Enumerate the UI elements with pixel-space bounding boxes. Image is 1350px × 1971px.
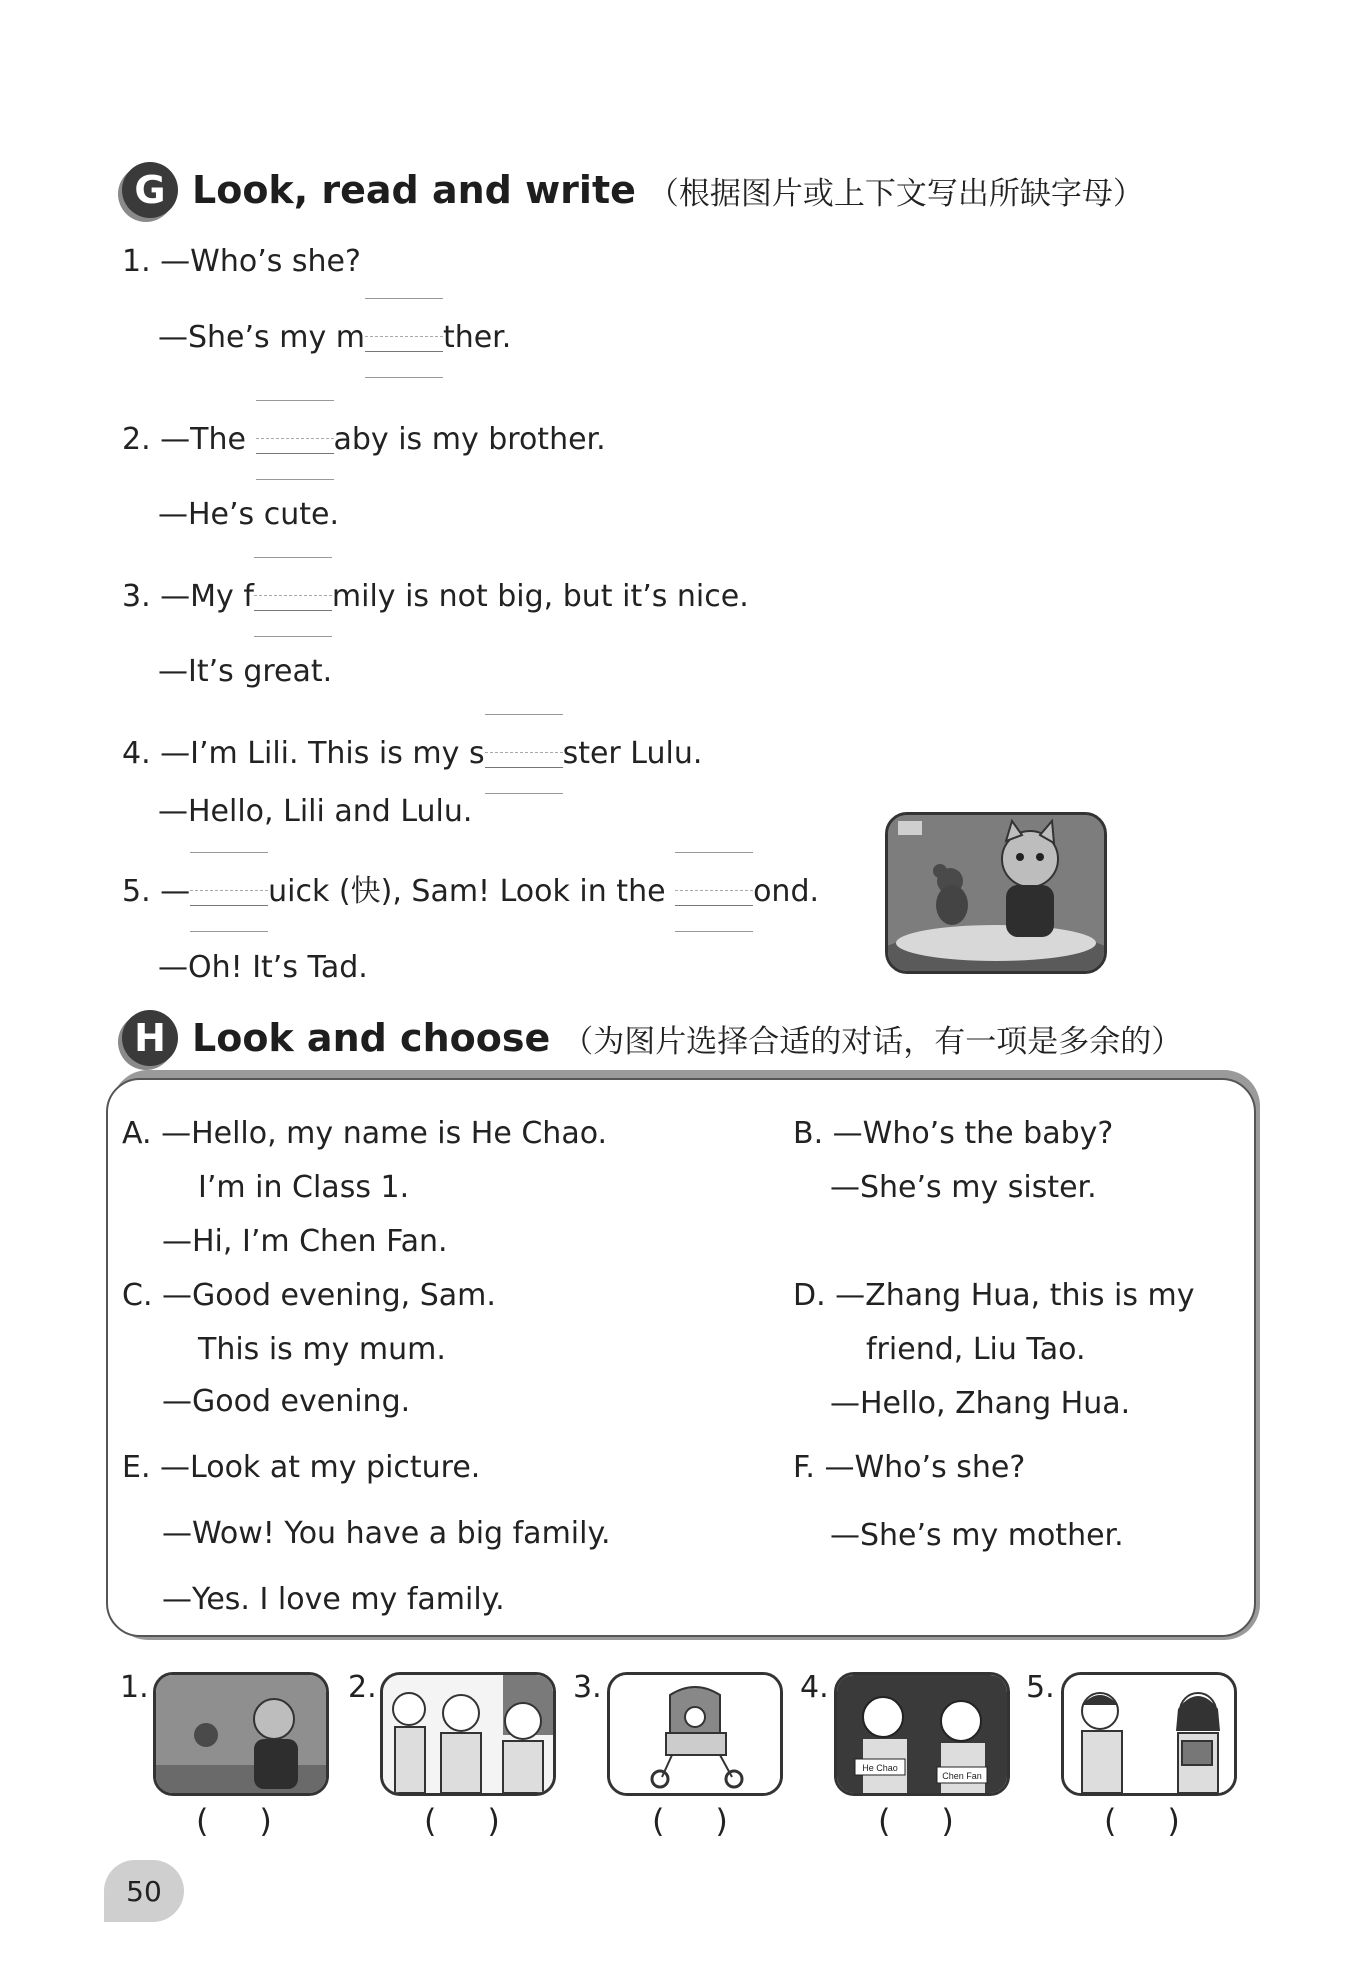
option-b-line-1: B. —Who’s the baby?	[793, 1116, 1114, 1151]
section-h-heading	[122, 1010, 1182, 1066]
g-item-4-suffix: ster Lulu.	[562, 736, 703, 771]
option-d-line-1: D. —Zhang Hua, this is my	[793, 1278, 1195, 1313]
picture-5	[1061, 1672, 1237, 1796]
picture-1-answer[interactable]: ( )	[196, 1802, 272, 1840]
g-item-4-question	[122, 734, 702, 774]
option-f-line-1: F. —Who’s she?	[793, 1450, 1026, 1485]
g-item-3-blank[interactable]	[254, 577, 332, 617]
option-d-line-3: —Hello, Zhang Hua.	[830, 1386, 1131, 1421]
option-c-line-3: —Good evening.	[162, 1384, 411, 1419]
cat-mouse-pond-illustration	[885, 812, 1107, 974]
option-c-line-1: C. —Good evening, Sam.	[122, 1278, 496, 1313]
section-h-note: （为图片选择合适的对话，有一项是多余的）	[562, 1023, 1183, 1060]
picture-5-number: 5.	[1026, 1670, 1055, 1705]
g-item-5-question	[122, 872, 819, 912]
g-item-1-answer-suffix: ther.	[442, 320, 512, 355]
picture-2-classroom-drawing	[383, 1675, 553, 1793]
section-g-note: （根据图片或上下文写出所缺字母）	[647, 175, 1144, 212]
picture-5-answer[interactable]: ( )	[1104, 1802, 1180, 1840]
section-h-badge: H	[122, 1010, 178, 1066]
section-g-heading	[122, 162, 1144, 218]
option-a-line-1: A. —Hello, my name is He Chao.	[122, 1116, 608, 1151]
g-item-1-question: 1. —Who’s she?	[122, 244, 361, 279]
g-item-5-mid: uick (快), Sam! Look in the	[268, 874, 676, 909]
option-c-line-2: This is my mum.	[198, 1332, 446, 1367]
picture-3-answer[interactable]: ( )	[652, 1802, 728, 1840]
g-item-2-suffix: aby is my brother.	[333, 422, 606, 457]
g-item-1-answer	[158, 318, 511, 358]
option-d-line-2: friend, Liu Tao.	[866, 1332, 1086, 1367]
g-item-4-prefix: 4. —I’m Lili. This is my s	[122, 736, 485, 771]
g-item-3-answer: —It’s great.	[158, 654, 333, 689]
g-item-4-answer: —Hello, Lili and Lulu.	[158, 794, 473, 829]
g-item-5-blank-2[interactable]	[675, 872, 753, 912]
g-item-5-answer: —Oh! It’s Tad.	[158, 950, 368, 985]
picture-4-number: 4.	[800, 1670, 829, 1705]
g-item-2-answer: —He’s cute.	[158, 497, 339, 532]
picture-2-number: 2.	[348, 1670, 377, 1705]
cat-mouse-pond-drawing	[888, 815, 1104, 971]
option-b-line-2: —She’s my sister.	[830, 1170, 1097, 1205]
picture-3	[607, 1672, 783, 1796]
picture-4	[834, 1672, 1010, 1796]
picture-1	[153, 1672, 329, 1796]
picture-5-showing-photo-drawing	[1064, 1675, 1234, 1793]
g-item-2-question	[122, 420, 606, 460]
g-item-5-suffix: ond.	[753, 874, 820, 909]
g-item-5-prefix: 5. —	[122, 874, 191, 909]
option-e-line-2: —Wow! You have a big family.	[162, 1516, 611, 1551]
option-a-line-3: —Hi, I’m Chen Fan.	[162, 1224, 448, 1259]
g-item-3-prefix: 3. —My f	[122, 579, 254, 614]
option-f-line-2: —She’s my mother.	[830, 1518, 1124, 1553]
option-e-line-3: —Yes. I love my family.	[162, 1582, 505, 1617]
chen-fan-name-card: Chen Fan	[942, 1771, 982, 1781]
g-item-5-blank-1[interactable]	[190, 872, 268, 912]
he-chao-name-card: He Chao	[862, 1763, 898, 1773]
g-item-4-blank[interactable]	[485, 734, 563, 774]
picture-4-answer[interactable]: ( )	[878, 1802, 954, 1840]
picture-2	[380, 1672, 556, 1796]
picture-1-number: 1.	[120, 1670, 149, 1705]
picture-1-cat-mouse-drawing	[156, 1675, 326, 1793]
section-g-badge: G	[122, 162, 178, 218]
page-number: 50	[104, 1860, 184, 1922]
option-e-line-1: E. —Look at my picture.	[122, 1450, 481, 1485]
picture-4-name-cards-drawing	[837, 1675, 1007, 1793]
g-item-1-blank[interactable]	[365, 318, 443, 358]
g-item-2-blank[interactable]	[256, 420, 334, 460]
g-item-2-prefix: 2. —The	[122, 422, 256, 457]
g-item-3-question	[122, 577, 749, 617]
picture-2-answer[interactable]: ( )	[424, 1802, 500, 1840]
section-g-title: Look, read and write	[192, 168, 636, 212]
section-h-title: Look and choose	[192, 1016, 551, 1060]
picture-3-number: 3.	[573, 1670, 602, 1705]
picture-3-stroller-drawing	[610, 1675, 780, 1793]
option-a-line-2: I’m in Class 1.	[198, 1170, 410, 1205]
g-item-3-suffix: mily is not big, but it’s nice.	[331, 579, 749, 614]
g-item-1-answer-prefix: —She’s my m	[158, 320, 365, 355]
